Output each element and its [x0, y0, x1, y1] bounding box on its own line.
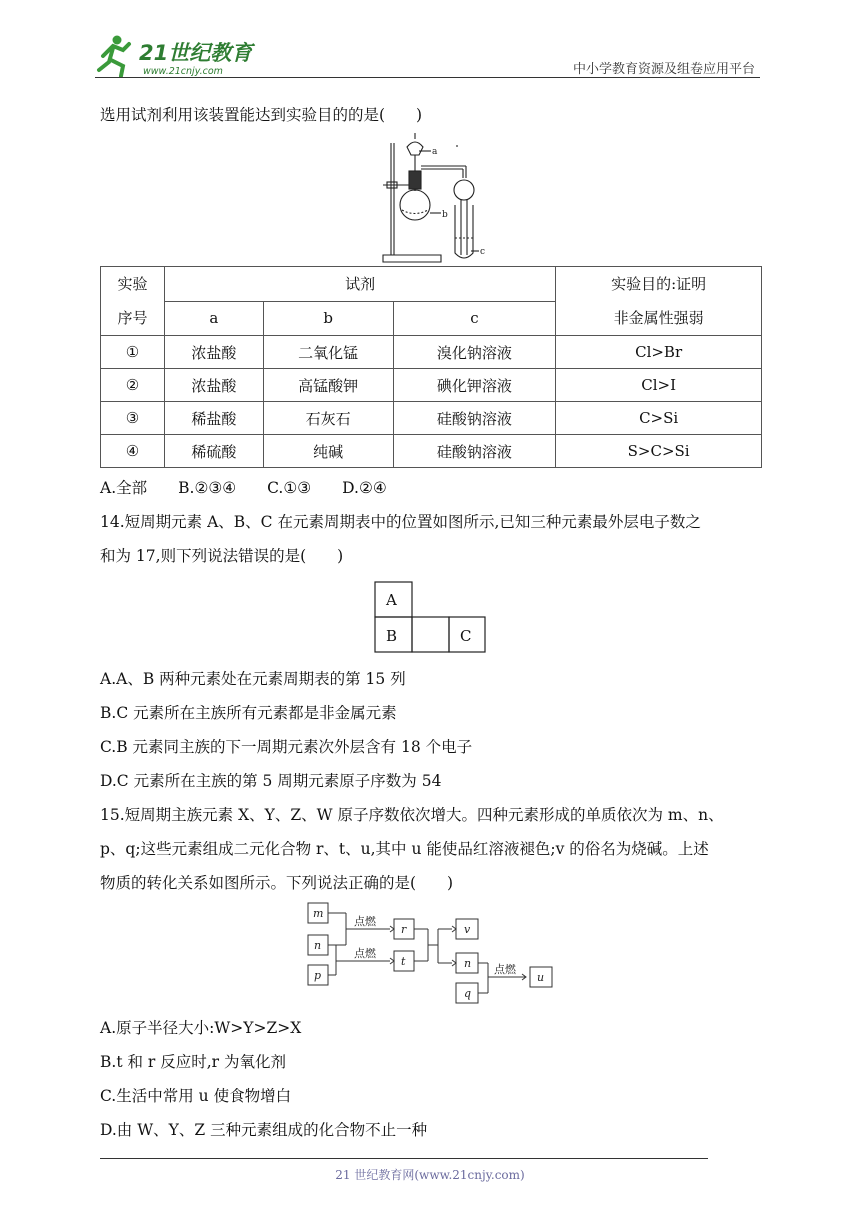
cell-c: 溴化钠溶液 [393, 336, 556, 369]
logo-text: 21世纪教育 [139, 41, 253, 65]
cell-c: 碘化钾溶液 [393, 369, 556, 402]
periodic-position-grid [374, 581, 486, 653]
cell-b: 二氧化锰 [263, 336, 393, 369]
label-b: b [442, 210, 448, 220]
q14-option-c: C.B 元素同主族的下一周期元素次外层含有 18 个电子 [100, 738, 473, 756]
node-q: q [464, 987, 472, 1000]
header-reagent: 试剂 [164, 267, 555, 302]
experiment-table [100, 266, 762, 468]
subheader-a: a [164, 301, 263, 336]
subheader-c: c [393, 301, 556, 336]
header-exp-number-line2: 序号 [117, 309, 148, 327]
q15-option-d: D.由 W、Y、Z 三种元素组成的化合物不止一种 [100, 1121, 428, 1139]
site-logo [95, 34, 260, 80]
cell-A: A [386, 591, 397, 609]
logo-url: www.21cnjy.com [143, 66, 223, 77]
row-number: ④ [101, 435, 165, 468]
footer-text[interactable]: 21 世纪教育网(www.21cnjy.com) [335, 1168, 525, 1182]
node-m: m [313, 907, 324, 920]
cell-a: 稀盐酸 [164, 402, 263, 435]
cell-a: 稀硫酸 [164, 435, 263, 468]
q14-stem-line2: 和为 17,则下列说法错误的是( ) [100, 547, 344, 565]
cell-goal: S>C>Si [556, 435, 762, 468]
q15-stem-line1: 15.短周期主族元素 X、Y、Z、W 原子序数依次增大。四种元素形成的单质依次为 m、n、 [100, 806, 724, 824]
row-number: ② [101, 369, 165, 402]
cell-a: 浓盐酸 [164, 369, 263, 402]
node-t: t [401, 955, 406, 968]
runner-icon [99, 36, 129, 77]
row-number: ① [101, 336, 165, 369]
node-p: p [314, 969, 322, 982]
table-row [101, 369, 762, 402]
header-exp-number-line1: 实验 [117, 275, 148, 293]
apparatus-diagram [375, 133, 490, 265]
q14-stem-line1: 14.短周期元素 A、B、C 在元素周期表中的位置如图所示,已知三种元素最外层电子数之 [100, 513, 701, 531]
header-goal [556, 267, 762, 336]
q15-option-a: A.原子半径大小:W>Y>Z>X [100, 1019, 302, 1037]
q13-options: A.全部 B.②③④ C.①③ D.②④ [100, 479, 387, 497]
q15-option-b: B.t 和 r 反应时,r 为氧化剂 [100, 1053, 287, 1071]
node-r: r [401, 923, 407, 936]
node-n: n [314, 939, 322, 952]
label-a: a [432, 147, 438, 157]
node-n2: n [464, 957, 472, 970]
ignite-label-2: 点燃 [354, 947, 376, 960]
q15-option-c: C.生活中常用 u 使食物增白 [100, 1087, 292, 1105]
table-row [101, 435, 762, 468]
q15-stem-line3: 物质的转化关系如图所示。下列说法正确的是( ) [100, 874, 454, 892]
footer-divider [100, 1158, 708, 1159]
ignite-label-1: 点燃 [354, 915, 376, 928]
cell-goal: Cl>I [556, 369, 762, 402]
table-row [101, 402, 762, 435]
q14-option-a: A.A、B 两种元素处在元素周期表的第 15 列 [100, 670, 406, 688]
cell-c: 硅酸钠溶液 [393, 402, 556, 435]
cell-goal: C>Si [556, 402, 762, 435]
cell-C: C [460, 627, 472, 645]
subheader-b: b [263, 301, 393, 336]
conversion-flow-diagram [306, 901, 556, 1007]
q14-option-d: D.C 元素所在主族的第 5 周期元素原子序数为 54 [100, 772, 442, 790]
header-goal-line1: 实验目的:证明 [611, 275, 707, 293]
cell-b: 高锰酸钾 [263, 369, 393, 402]
q14-option-b: B.C 元素所在主族所有元素都是非金属元素 [100, 704, 397, 722]
label-c: c [480, 247, 486, 257]
platform-name: 中小学教育资源及组卷应用平台 [572, 62, 755, 77]
node-u: u [537, 971, 545, 984]
cell-c: 硅酸钠溶液 [393, 435, 556, 468]
cell-goal: Cl>Br [556, 336, 762, 369]
cell-B: B [386, 627, 398, 645]
cell-b: 纯碱 [263, 435, 393, 468]
ignite-label-3: 点燃 [494, 963, 516, 976]
table-row [101, 336, 762, 369]
header-exp-number [101, 267, 165, 336]
node-v: v [464, 923, 471, 936]
header-goal-line2: 非金属性强弱 [613, 309, 704, 327]
header-divider [95, 77, 760, 78]
q13-intro: 选用试剂利用该装置能达到实验目的的是( ) [100, 106, 423, 124]
row-number: ③ [101, 402, 165, 435]
cell-b: 石灰石 [263, 402, 393, 435]
cell-a: 浓盐酸 [164, 336, 263, 369]
q15-stem-line2: p、q;这些元素组成二元化合物 r、t、u,其中 u 能使品红溶液褪色;v 的俗名为烧碱。上述 [100, 840, 709, 858]
